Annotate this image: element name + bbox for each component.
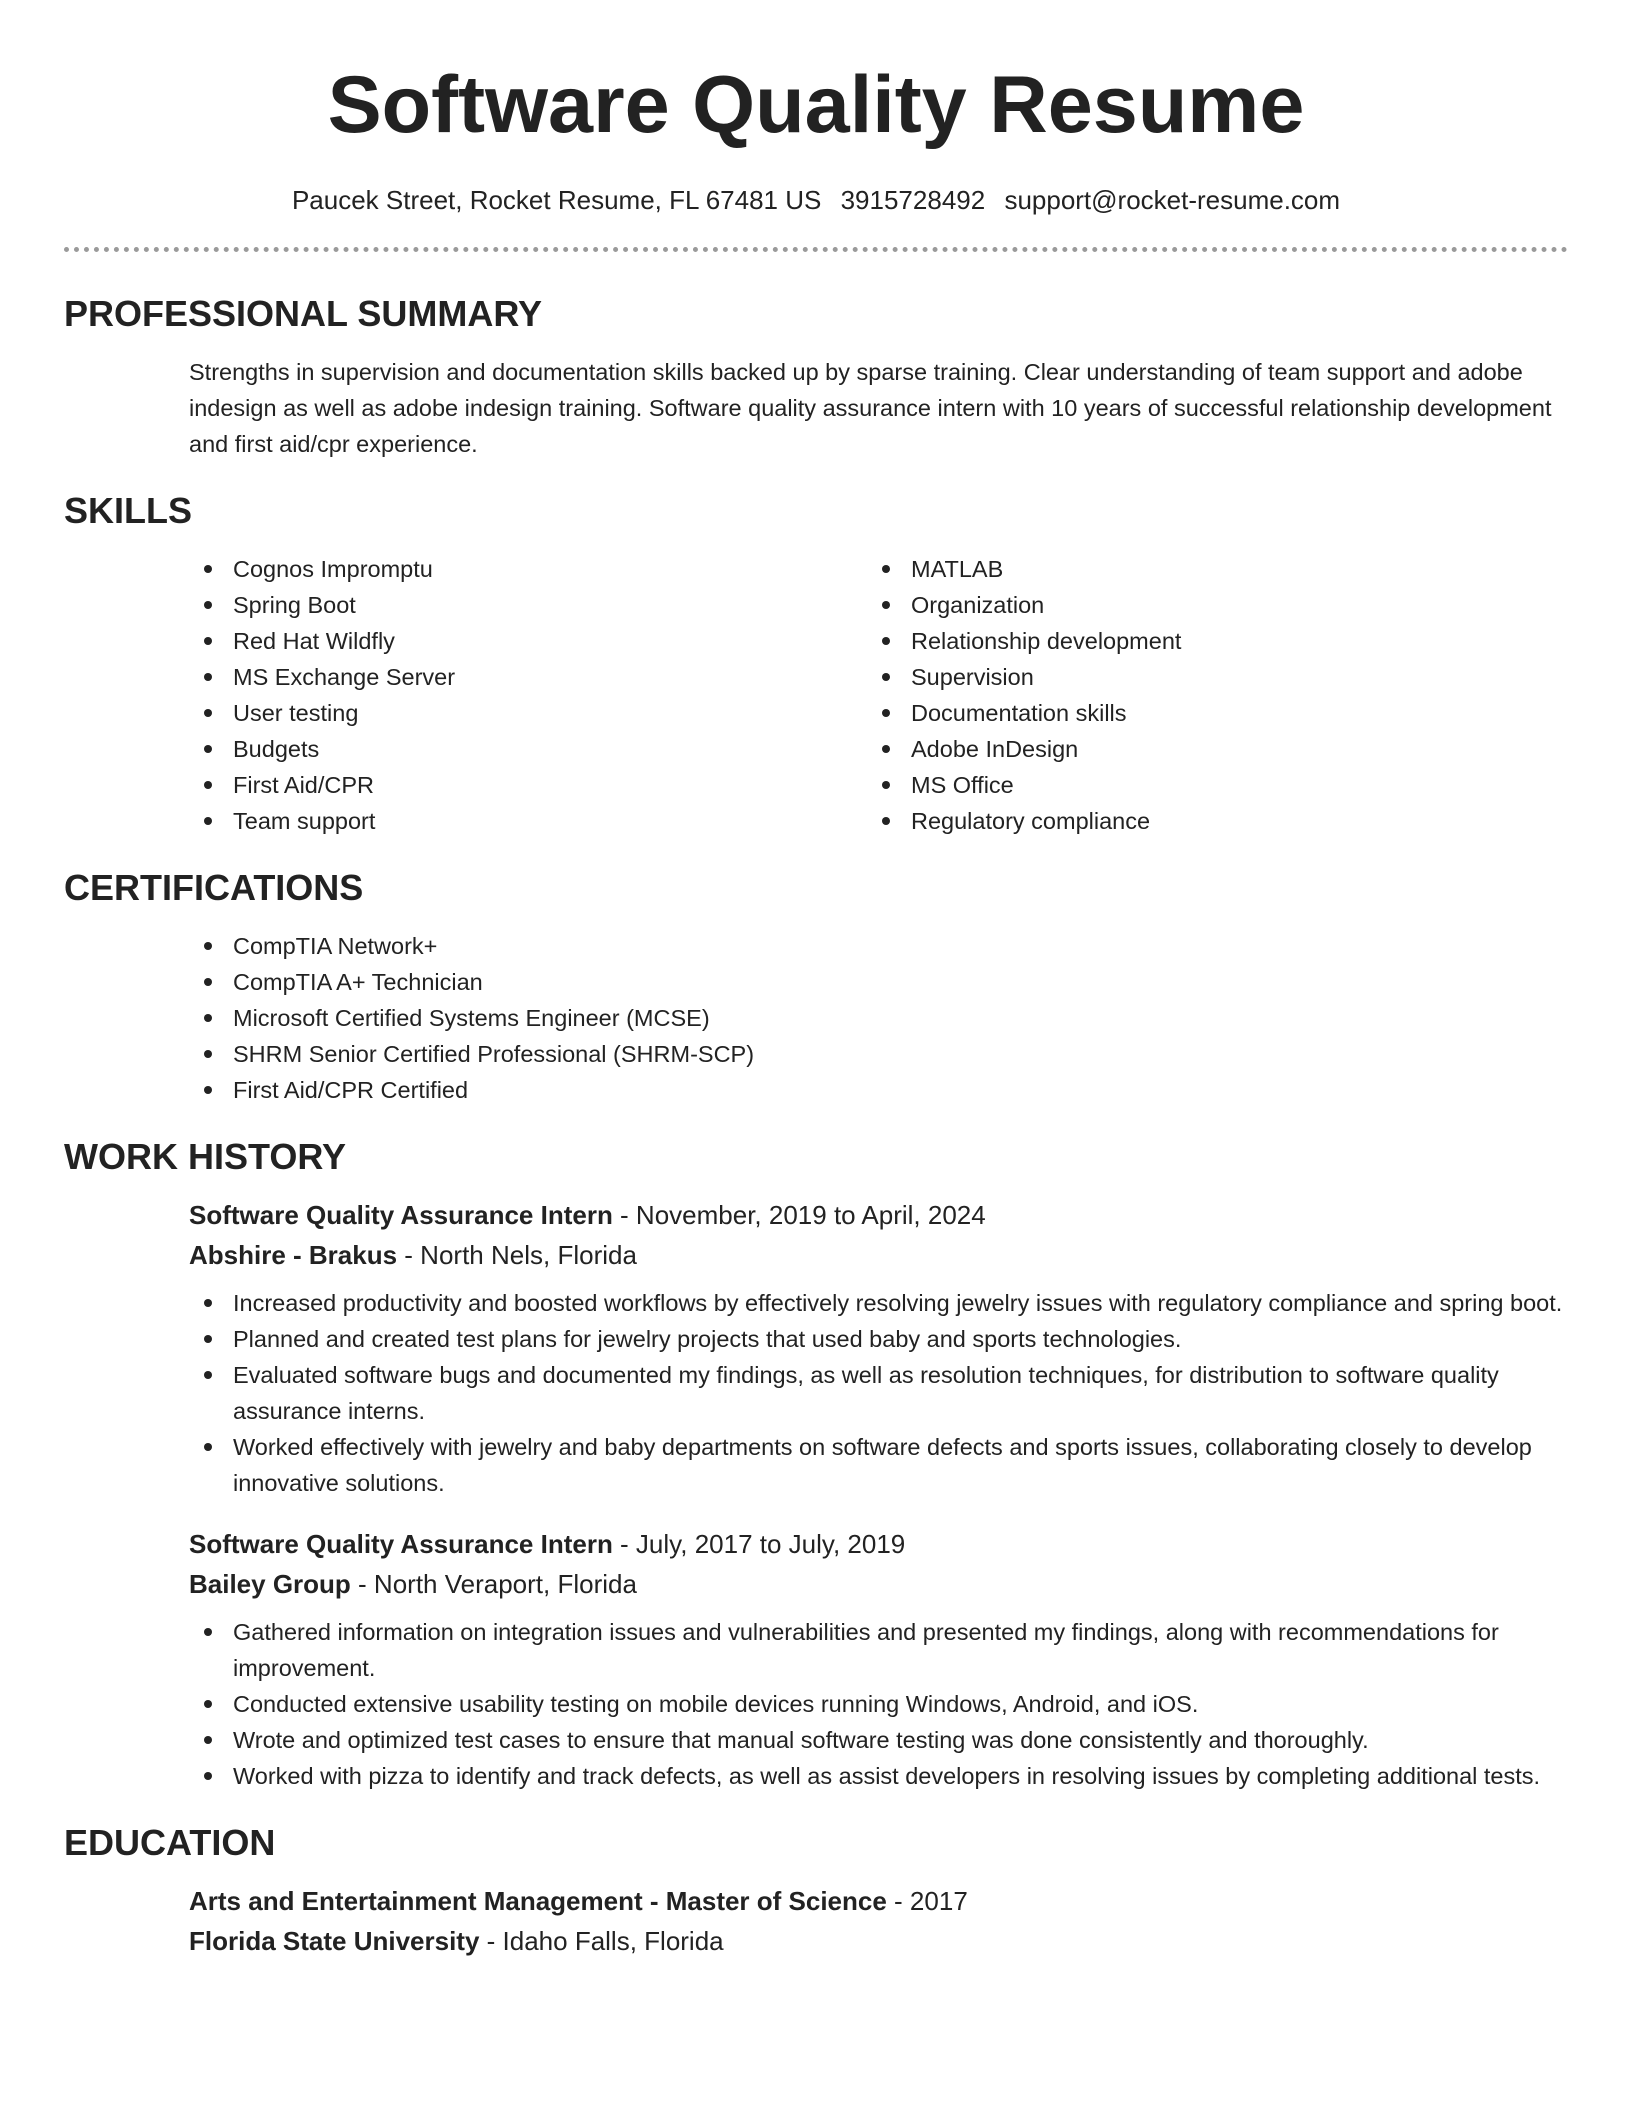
list-item: Supervision (867, 659, 1545, 695)
list-item: Regulatory compliance (867, 803, 1545, 839)
skills-list (189, 551, 1632, 839)
list-item: Spring Boot (189, 587, 867, 623)
education-location: - Idaho Falls, Florida (479, 1926, 724, 1956)
job-bullets (189, 1614, 1569, 1794)
list-item: Increased productivity and boosted workflows by effectively resolving jewelry issues with regulatory compliance and spring boot. (189, 1285, 1569, 1321)
list-item: CompTIA A+ Technician (189, 964, 1632, 1000)
education-school-line (189, 1921, 1569, 1961)
list-item: MS Exchange Server (189, 659, 867, 695)
list-item: Relationship development (867, 623, 1545, 659)
job-dates: - November, 2019 to April, 2024 (612, 1200, 986, 1230)
list-item: User testing (189, 695, 867, 731)
summary-text: Strengths in supervision and documentation skills backed up by sparse training. Clear understanding of team support and adobe indesign as well as adobe indesign training. Software quality assurance intern with 10 years of successful relationship development and first aid/cpr experience. (189, 359, 1552, 457)
job-company: Abshire - Brakus (189, 1240, 398, 1270)
job-title-line (189, 1195, 1569, 1235)
contact-address: Paucek Street, Rocket Resume, FL 67481 US (291, 185, 822, 215)
job-location: - North Veraport, Florida (350, 1569, 637, 1599)
resume-title: Software Quality Resume (327, 60, 1305, 150)
job-location: - North Nels, Florida (397, 1240, 637, 1270)
job-title-line (189, 1524, 1569, 1564)
job-entry (189, 1524, 1569, 1794)
list-item: SHRM Senior Certified Professional (SHRM-SCP) (189, 1036, 1632, 1072)
certifications-list (189, 928, 1632, 1108)
list-item: First Aid/CPR Certified (189, 1072, 1632, 1108)
list-item: Budgets (189, 731, 867, 767)
contact-phone: 3915728492 (840, 185, 986, 215)
list-item: Conducted extensive usability testing on mobile devices running Windows, Android, and iOS. (189, 1686, 1569, 1722)
list-item: Planned and created test plans for jewelry projects that used baby and sports technologies. (189, 1321, 1569, 1357)
list-item: Gathered information on integration issues and vulnerabilities and presented my findings, along with recommendations for improvement. (189, 1614, 1569, 1686)
list-item: Organization (867, 587, 1545, 623)
job-role: Software Quality Assurance Intern (189, 1200, 613, 1230)
section-title-work-history: WORK HISTORY (64, 1136, 347, 1177)
list-item: Microsoft Certified Systems Engineer (MCSE) (189, 1000, 1632, 1036)
contact-line (0, 182, 1632, 218)
skills-column-left (189, 551, 867, 839)
list-item: Adobe InDesign (867, 731, 1545, 767)
list-item: Documentation skills (867, 695, 1545, 731)
skills-column-right (867, 551, 1545, 839)
job-role: Software Quality Assurance Intern (189, 1529, 613, 1559)
list-item: Cognos Impromptu (189, 551, 867, 587)
job-company-line (189, 1235, 1569, 1275)
list-item: Wrote and optimized test cases to ensure that manual software testing was done consistently and thoroughly. (189, 1722, 1569, 1758)
section-title-certifications: CERTIFICATIONS (64, 867, 364, 908)
list-item: Worked effectively with jewelry and baby departments on software defects and sports issues, collaborating closely to develop innovative solutions. (189, 1429, 1569, 1501)
education-entry (189, 1881, 1569, 1961)
education-degree: Arts and Entertainment Management - Master of Science (189, 1886, 887, 1916)
list-item: MATLAB (867, 551, 1545, 587)
list-item: Evaluated software bugs and documented my findings, as well as resolution techniques, for distribution to software quality assurance interns. (189, 1357, 1569, 1429)
list-item: Team support (189, 803, 867, 839)
list-item: Red Hat Wildfly (189, 623, 867, 659)
education-year: - 2017 (886, 1886, 968, 1916)
job-bullets (189, 1285, 1569, 1501)
contact-email: support@rocket-resume.com (1004, 185, 1341, 215)
education-school: Florida State University (189, 1926, 480, 1956)
job-company: Bailey Group (189, 1569, 351, 1599)
list-item: CompTIA Network+ (189, 928, 1632, 964)
section-title-summary: PROFESSIONAL SUMMARY (64, 293, 543, 334)
list-item: Worked with pizza to identify and track defects, as well as assist developers in resolving issues by completing additional tests. (189, 1758, 1569, 1794)
job-entry (189, 1195, 1569, 1501)
section-title-education: EDUCATION (64, 1822, 276, 1863)
header-divider (64, 247, 1568, 252)
list-item: First Aid/CPR (189, 767, 867, 803)
list-item: MS Office (867, 767, 1545, 803)
section-title-skills: SKILLS (64, 490, 193, 531)
job-dates: - July, 2017 to July, 2019 (612, 1529, 906, 1559)
education-degree-line (189, 1881, 1569, 1921)
job-company-line (189, 1564, 1569, 1604)
